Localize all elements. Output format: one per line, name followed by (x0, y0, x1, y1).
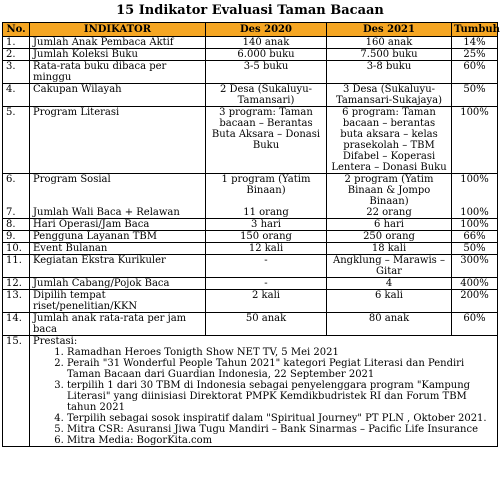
row-indikator: Program Literasi (30, 107, 206, 174)
row-tumbuh: 50% (452, 243, 498, 255)
table-row (3, 37, 498, 49)
row-no: 13. (3, 290, 30, 313)
prestasi-row (3, 336, 498, 447)
row-tumbuh: 50% (452, 84, 498, 107)
row-des-2020: 11 orang (206, 207, 327, 219)
table-row (3, 107, 498, 174)
table-row (3, 243, 498, 255)
row-des-2020: - (206, 255, 327, 278)
row-no: 8. (3, 219, 30, 231)
row-tumbuh: 100% (452, 174, 498, 208)
row-des-2021: 6 kali (327, 290, 452, 313)
row-indikator: Dipilih tempat riset/penelitian/KKN (30, 290, 206, 313)
row-des-2021: 2 program (Yatim Binaan & Jompo Binaan) (327, 174, 452, 208)
row-des-2021: 3-8 buku (327, 61, 452, 84)
row-des-2020: 3 program: Taman bacaan – Berantas Buta Aksara – Donasi Buku (206, 107, 327, 174)
row-des-2021: 7.500 buku (327, 49, 452, 61)
table-row (3, 219, 498, 231)
row-no: 11. (3, 255, 30, 278)
table-row (3, 255, 498, 278)
row-indikator: Jumlah Koleksi Buku (30, 49, 206, 61)
list-item: 6. Mitra Media: BogorKita.com (67, 435, 494, 446)
row-tumbuh: 14% (452, 37, 498, 49)
row-indikator: Jumlah anak rata-rata per jam baca (30, 313, 206, 336)
row-tumbuh: 400% (452, 278, 498, 290)
row-no: 12. (3, 278, 30, 290)
row-no: 3. (3, 61, 30, 84)
table-row (3, 290, 498, 313)
header-indikator: INDIKATOR (30, 23, 206, 37)
row-des-2020: 1 program (Yatim Binaan) (206, 174, 327, 208)
row-tumbuh: 200% (452, 290, 498, 313)
row-no: 7. (3, 207, 30, 219)
header-no: No. (3, 23, 30, 37)
table-row (3, 207, 498, 219)
list-item: 3. terpilih 1 dari 30 TBM di Indonesia sebagai penyelenggara program "Kampung Literasi" yang diinisiasi Direktorat PMPK Kemdikbudristek RI dan Forum TBM tahun 2021 (67, 380, 494, 413)
table-row (3, 313, 498, 336)
row-des-2020: 3-5 buku (206, 61, 327, 84)
indicator-table (2, 22, 498, 447)
row-des-2021: 4 (327, 278, 452, 290)
table-row (3, 61, 498, 84)
prestasi-list (33, 347, 494, 446)
row-des-2021: 22 orang (327, 207, 452, 219)
list-item: 5. Mitra CSR: Asuransi Jiwa Tugu Mandiri – Bank Sinarmas – Pacific Life Insurance (67, 424, 494, 435)
row-no: 5. (3, 107, 30, 174)
row-des-2020: 12 kali (206, 243, 327, 255)
row-no: 2. (3, 49, 30, 61)
row-des-2020: 140 anak (206, 37, 327, 49)
row-indikator: Pengguna Layanan TBM (30, 231, 206, 243)
prestasi-cell (30, 336, 498, 447)
row-indikator: Rata-rata buku dibaca per minggu (30, 61, 206, 84)
table-row (3, 49, 498, 61)
header-des-2021: Des 2021 (327, 23, 452, 37)
list-item: 2. Peraih "31 Wonderful People Tahun 2021" kategori Pegiat Literasi dan Pendiri Taman Bacaan dari Guardian Indonesia, 22 September 2021 (67, 358, 494, 380)
row-indikator: Jumlah Anak Pembaca Aktif (30, 37, 206, 49)
list-item: 1. Ramadhan Heroes Tonigth Show NET TV, 5 Mei 2021 (67, 347, 494, 358)
row-indikator: Jumlah Wali Baca + Relawan (30, 207, 206, 219)
row-des-2021: 80 anak (327, 313, 452, 336)
row-des-2021: 18 kali (327, 243, 452, 255)
row-indikator: Event Bulanan (30, 243, 206, 255)
row-tumbuh: 60% (452, 313, 498, 336)
table-header-row (3, 23, 498, 37)
row-tumbuh: 25% (452, 49, 498, 61)
row-indikator: Jumlah Cabang/Pojok Baca (30, 278, 206, 290)
row-des-2020: 150 orang (206, 231, 327, 243)
row-no: 9. (3, 231, 30, 243)
row-tumbuh: 100% (452, 219, 498, 231)
table-row (3, 84, 498, 107)
row-des-2021: Angklung – Marawis – Gitar (327, 255, 452, 278)
table-row (3, 174, 498, 208)
row-indikator: Cakupan Wilayah (30, 84, 206, 107)
page-title: 15 Indikator Evaluasi Taman Bacaan (116, 3, 384, 18)
row-no: 6. (3, 174, 30, 208)
row-no: 1. (3, 37, 30, 49)
row-tumbuh: 60% (452, 61, 498, 84)
row-tumbuh: 66% (452, 231, 498, 243)
row-des-2020: 6.000 buku (206, 49, 327, 61)
header-des-2020: Des 2020 (206, 23, 327, 37)
row-des-2020: - (206, 278, 327, 290)
list-item: 4. Terpilih sebagai sosok inspiratif dalam "Spiritual Journey" PT PLN , Oktober 2021. (67, 413, 494, 424)
row-tumbuh: 100% (452, 207, 498, 219)
row-des-2021: 250 orang (327, 231, 452, 243)
row-des-2020: 2 Desa (Sukaluyu-Tamansari) (206, 84, 327, 107)
row-des-2020: 3 hari (206, 219, 327, 231)
row-des-2021: 6 hari (327, 219, 452, 231)
row-no: 14. (3, 313, 30, 336)
row-tumbuh: 100% (452, 107, 498, 174)
row-des-2021: 6 program: Taman bacaan – berantas buta aksara – kelas prasekolah – TBM Difabel – Koperasi Lentera – Donasi Buku (327, 107, 452, 174)
prestasi-label: Prestasi: (33, 336, 78, 347)
row-indikator: Hari Operasi/Jam Baca (30, 219, 206, 231)
row-indikator: Program Sosial (30, 174, 206, 208)
table-row (3, 278, 498, 290)
header-tumbuh: Tumbuh (452, 23, 498, 37)
row-des-2021: 160 anak (327, 37, 452, 49)
row-no: 4. (3, 84, 30, 107)
row-tumbuh: 300% (452, 255, 498, 278)
row-des-2020: 2 kali (206, 290, 327, 313)
row-no: 10. (3, 243, 30, 255)
row-indikator: Kegiatan Ekstra Kurikuler (30, 255, 206, 278)
table-row (3, 231, 498, 243)
row-des-2021: 3 Desa (Sukaluyu-Tamansari-Sukajaya) (327, 84, 452, 107)
prestasi-no: 15. (3, 336, 30, 447)
row-des-2020: 50 anak (206, 313, 327, 336)
